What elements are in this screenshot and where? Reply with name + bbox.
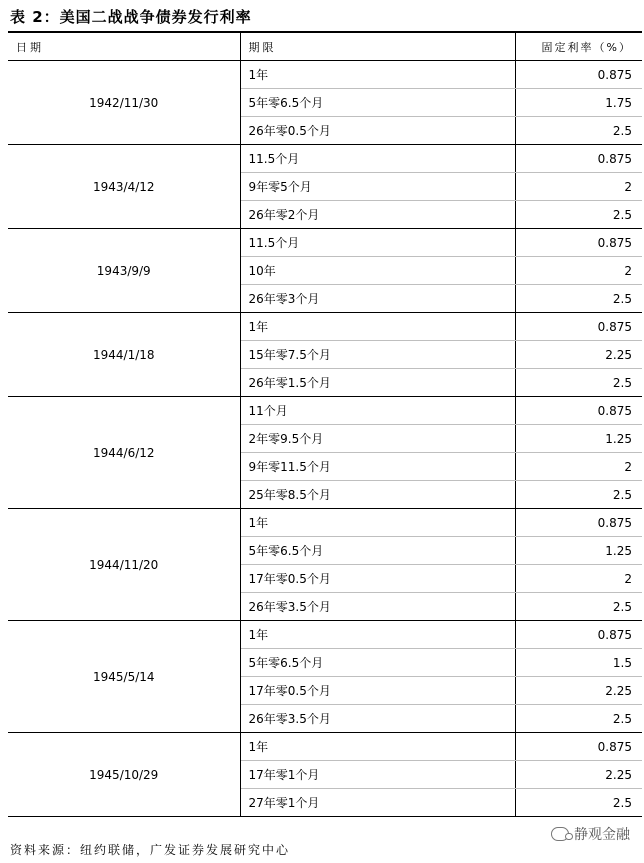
rate-cell: 0.875 [515, 509, 642, 537]
rate-cell: 2.5 [515, 593, 642, 621]
term-cell: 11.5个月 [240, 145, 515, 173]
rate-cell: 2.25 [515, 761, 642, 789]
term-cell: 27年零1个月 [240, 789, 515, 817]
term-cell: 17年零0.5个月 [240, 565, 515, 593]
rate-cell: 2.5 [515, 285, 642, 313]
issue-date-cell: 1945/10/29 [8, 733, 240, 817]
rate-cell: 2 [515, 565, 642, 593]
table-row [8, 313, 642, 341]
term-cell: 17年零0.5个月 [240, 677, 515, 705]
term-cell: 17年零1个月 [240, 761, 515, 789]
term-cell: 9年零11.5个月 [240, 453, 515, 481]
issue-date-cell: 1945/5/14 [8, 621, 240, 733]
term-cell: 9年零5个月 [240, 173, 515, 201]
term-cell: 10年 [240, 257, 515, 285]
rate-cell: 2.5 [515, 369, 642, 397]
issue-date-cell: 1944/6/12 [8, 397, 240, 509]
term-cell: 26年零0.5个月 [240, 117, 515, 145]
table-row [8, 733, 642, 761]
issue-date-cell: 1942/11/30 [8, 61, 240, 145]
watermark-text: 静观金融 [574, 827, 630, 843]
rate-cell: 2 [515, 173, 642, 201]
issue-date-cell: 1943/4/12 [8, 145, 240, 229]
table-row [8, 61, 642, 89]
header-rate: 固定利率（%） [515, 33, 642, 61]
term-cell: 1年 [240, 313, 515, 341]
rate-cell: 0.875 [515, 621, 642, 649]
rate-cell: 2.5 [515, 201, 642, 229]
term-cell: 26年零3个月 [240, 285, 515, 313]
rate-cell: 2.25 [515, 677, 642, 705]
header-row [8, 33, 642, 61]
term-cell: 1年 [240, 509, 515, 537]
header-term: 期限 [240, 33, 515, 61]
rate-cell: 0.875 [515, 313, 642, 341]
term-cell: 11个月 [240, 397, 515, 425]
rate-cell: 2.5 [515, 705, 642, 733]
term-cell: 26年零3.5个月 [240, 593, 515, 621]
table-row [8, 621, 642, 649]
issue-date-cell: 1944/11/20 [8, 509, 240, 621]
rate-cell: 0.875 [515, 397, 642, 425]
term-cell: 5年零6.5个月 [240, 649, 515, 677]
term-cell: 5年零6.5个月 [240, 89, 515, 117]
term-cell: 1年 [240, 733, 515, 761]
bond-rate-table [8, 33, 642, 817]
table-row [8, 145, 642, 173]
term-cell: 2年零9.5个月 [240, 425, 515, 453]
rate-cell: 1.5 [515, 649, 642, 677]
rate-cell: 0.875 [515, 145, 642, 173]
term-cell: 26年零1.5个月 [240, 369, 515, 397]
term-cell: 5年零6.5个月 [240, 537, 515, 565]
table-title: 表 2：美国二战战争债券发行利率 [10, 8, 252, 26]
rate-cell: 2 [515, 453, 642, 481]
header-date: 日期 [8, 33, 240, 61]
rate-cell: 1.75 [515, 89, 642, 117]
rate-cell: 1.25 [515, 425, 642, 453]
rate-cell: 2.25 [515, 341, 642, 369]
issue-date-cell: 1944/1/18 [8, 313, 240, 397]
rate-cell: 2.5 [515, 117, 642, 145]
rate-cell: 2.5 [515, 789, 642, 817]
rate-cell: 0.875 [515, 61, 642, 89]
term-cell: 11.5个月 [240, 229, 515, 257]
table-row [8, 229, 642, 257]
term-cell: 15年零7.5个月 [240, 341, 515, 369]
term-cell: 25年零8.5个月 [240, 481, 515, 509]
watermark [551, 823, 630, 845]
table-row [8, 397, 642, 425]
term-cell: 26年零3.5个月 [240, 705, 515, 733]
rate-cell: 1.25 [515, 537, 642, 565]
source-note: 资料来源：纽约联储，广发证券发展研究中心 [10, 843, 291, 857]
term-cell: 1年 [240, 621, 515, 649]
term-cell: 1年 [240, 61, 515, 89]
rate-cell: 0.875 [515, 733, 642, 761]
term-cell: 26年零2个月 [240, 201, 515, 229]
rate-cell: 2.5 [515, 481, 642, 509]
rate-cell: 0.875 [515, 229, 642, 257]
wechat-icon [551, 827, 569, 841]
issue-date-cell: 1943/9/9 [8, 229, 240, 313]
table-row [8, 509, 642, 537]
rate-cell: 2 [515, 257, 642, 285]
